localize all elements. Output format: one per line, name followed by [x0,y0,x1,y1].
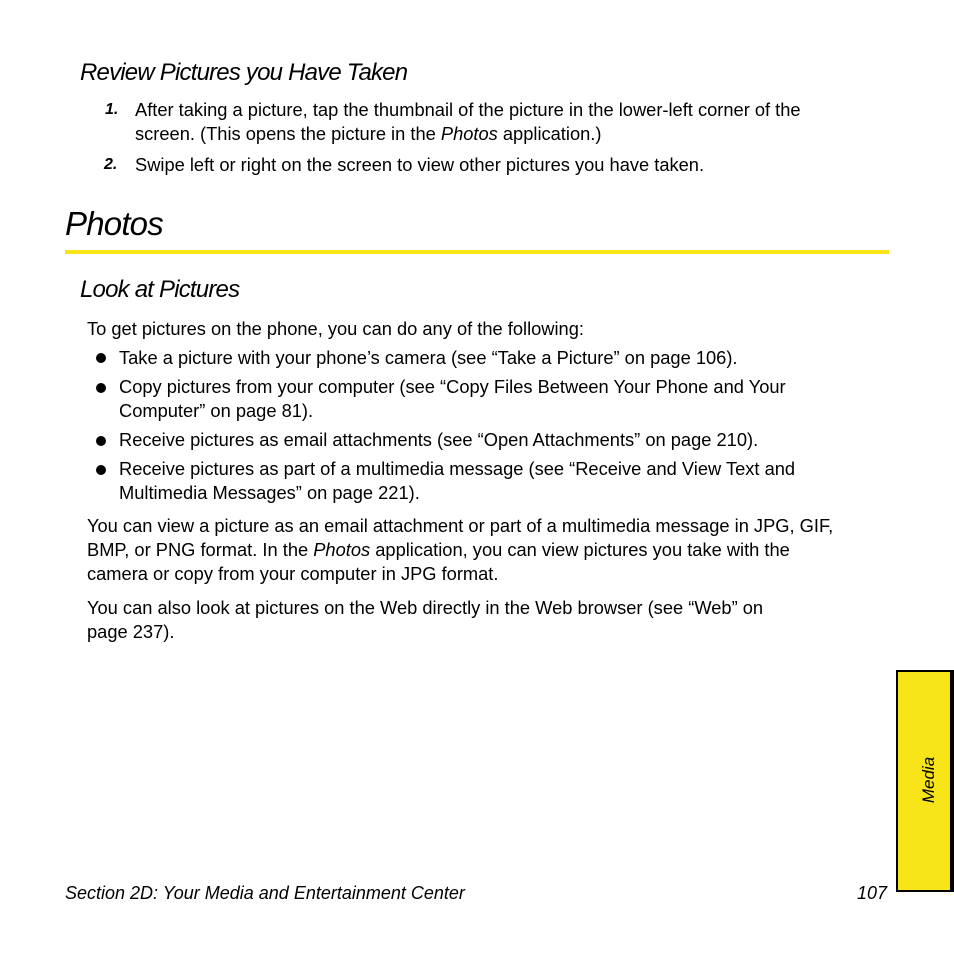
step-line: screen. (This opens the picture in the Photos application.) [135,123,602,144]
bullet-dot [96,465,106,475]
bullet-dot [96,353,106,363]
list-item: Copy pictures from your computer (see “Copy Files Between Your Phone and Your Computer” on page 81). [119,376,786,421]
list-item: Receive pictures as part of a multimedia message (see “Receive and View Text and Multimedia Messages” on page 221). [119,458,796,503]
list-item: Take a picture with your phone’s camera (see “Take a Picture” on page 106). [119,347,738,368]
step-number: 2. [104,156,118,173]
app-name: Photos [313,539,371,560]
section-heading-look: Look at Pictures [80,276,240,303]
step-line: After taking a picture, tap the thumbnail of the picture in the lower-left corner of the [135,99,801,120]
app-name: Photos [440,123,498,144]
page-title: Photos [65,205,163,242]
side-tab-label: Media [919,756,938,804]
title-divider [65,250,889,254]
paragraph: You can also look at pictures on the Web directly in the Web browser (see “Web” on page 237). [87,597,764,642]
list-item: Receive pictures as email attachments (see “Open Attachments” on page 210). [119,429,759,450]
paragraph: You can view a picture as an email attachment or part of a multimedia message in JPG, GIF, BMP, or PNG format. In the Photos application, you can view pictures you take with the camera or copy from your computer in JPG format. [87,515,834,584]
intro-text: To get pictures on the phone, you can do any of the following: [87,318,584,339]
step-number: 1. [105,101,119,118]
footer-section: Section 2D: Your Media and Entertainment Center [65,883,465,903]
section-heading-review: Review Pictures you Have Taken [80,59,408,86]
step-text: Swipe left or right on the screen to view other pictures you have taken. [135,154,705,175]
page-number: 107 [857,883,888,903]
bullet-dot [96,383,106,393]
step-text [135,98,801,146]
bullet-dot [96,436,106,446]
